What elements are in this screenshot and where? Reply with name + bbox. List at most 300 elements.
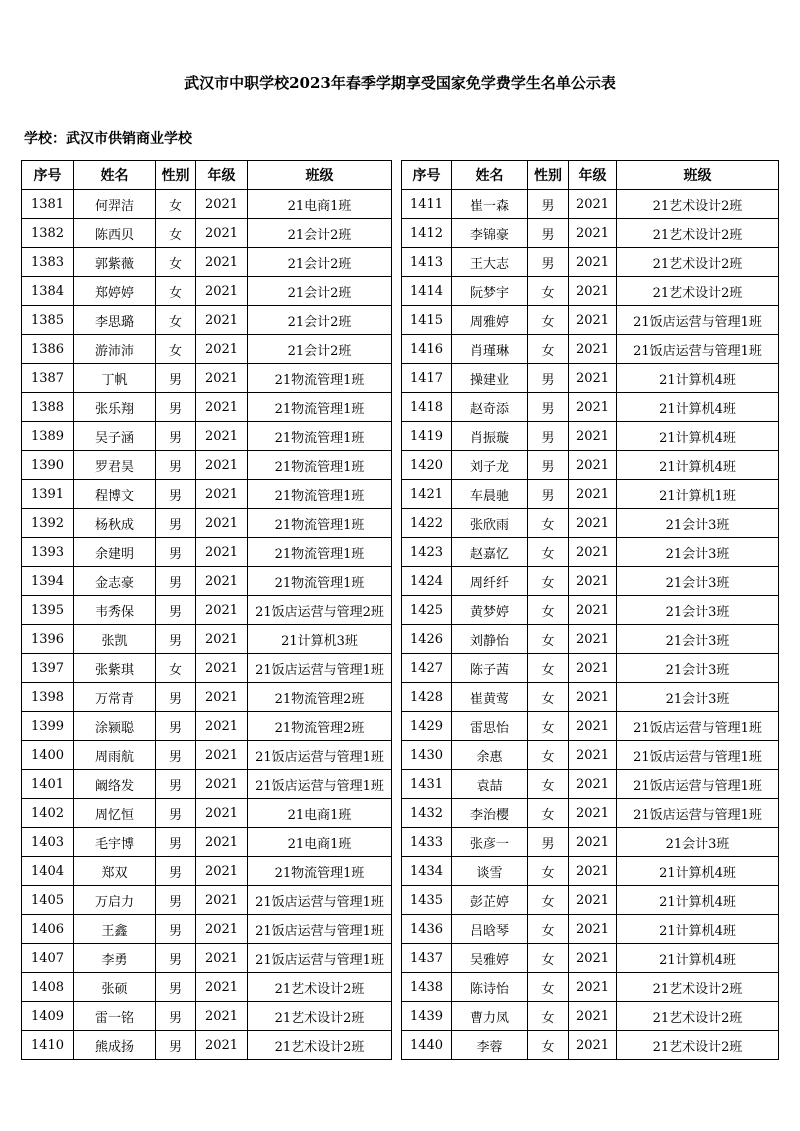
header-grade: 年级 bbox=[569, 161, 617, 190]
cell-grade: 2021 bbox=[569, 886, 617, 915]
cell-gender: 男 bbox=[156, 509, 196, 538]
cell-grade: 2021 bbox=[569, 538, 617, 567]
cell-name: 陈西贝 bbox=[74, 219, 156, 248]
cell-gender: 女 bbox=[156, 277, 196, 306]
cell-class: 21饭店运营与管理1班 bbox=[248, 770, 392, 799]
cell-class: 21计算机4班 bbox=[617, 451, 779, 480]
cell-class: 21物流管理1班 bbox=[248, 857, 392, 886]
cell-class: 21艺术设计2班 bbox=[248, 1002, 392, 1031]
cell-gender: 男 bbox=[156, 451, 196, 480]
cell-gender: 男 bbox=[156, 712, 196, 741]
cell-name: 雷一铭 bbox=[74, 1002, 156, 1031]
cell-grade: 2021 bbox=[196, 712, 248, 741]
cell-grade: 2021 bbox=[196, 335, 248, 364]
table-row bbox=[22, 451, 392, 480]
cell-number: 1383 bbox=[22, 248, 74, 277]
cell-gender: 女 bbox=[528, 596, 569, 625]
cell-grade: 2021 bbox=[569, 712, 617, 741]
cell-gender: 女 bbox=[528, 538, 569, 567]
cell-gender: 男 bbox=[156, 625, 196, 654]
cell-number: 1386 bbox=[22, 335, 74, 364]
cell-grade: 2021 bbox=[569, 1002, 617, 1031]
cell-number: 1426 bbox=[402, 625, 452, 654]
cell-number: 1410 bbox=[22, 1031, 74, 1060]
header-name: 姓名 bbox=[74, 161, 156, 190]
cell-grade: 2021 bbox=[569, 1031, 617, 1060]
table-row bbox=[22, 944, 392, 973]
cell-name: 王大志 bbox=[452, 248, 528, 277]
cell-name: 崔一森 bbox=[452, 190, 528, 219]
cell-name: 赵奇添 bbox=[452, 393, 528, 422]
cell-class: 21物流管理1班 bbox=[248, 538, 392, 567]
cell-name: 张紫琪 bbox=[74, 654, 156, 683]
cell-number: 1412 bbox=[402, 219, 452, 248]
cell-grade: 2021 bbox=[196, 944, 248, 973]
cell-grade: 2021 bbox=[196, 857, 248, 886]
cell-number: 1425 bbox=[402, 596, 452, 625]
cell-gender: 男 bbox=[156, 683, 196, 712]
cell-grade: 2021 bbox=[196, 248, 248, 277]
student-table-left bbox=[21, 160, 392, 1060]
cell-name: 王鑫 bbox=[74, 915, 156, 944]
cell-name: 张凯 bbox=[74, 625, 156, 654]
table-row bbox=[22, 277, 392, 306]
cell-number: 1393 bbox=[22, 538, 74, 567]
table-row bbox=[22, 915, 392, 944]
table-row bbox=[402, 857, 779, 886]
cell-gender: 男 bbox=[156, 886, 196, 915]
cell-grade: 2021 bbox=[569, 422, 617, 451]
header-grade: 年级 bbox=[196, 161, 248, 190]
table-row bbox=[402, 654, 779, 683]
cell-name: 操建业 bbox=[452, 364, 528, 393]
table-row bbox=[402, 1031, 779, 1060]
cell-number: 1414 bbox=[402, 277, 452, 306]
header-gender: 性别 bbox=[156, 161, 196, 190]
cell-gender: 男 bbox=[528, 219, 569, 248]
table-row bbox=[402, 567, 779, 596]
cell-number: 1432 bbox=[402, 799, 452, 828]
cell-grade: 2021 bbox=[196, 277, 248, 306]
cell-number: 1431 bbox=[402, 770, 452, 799]
cell-gender: 男 bbox=[156, 596, 196, 625]
cell-gender: 男 bbox=[528, 828, 569, 857]
cell-name: 郭紫薇 bbox=[74, 248, 156, 277]
cell-class: 21饭店运营与管理2班 bbox=[248, 596, 392, 625]
header-name: 姓名 bbox=[452, 161, 528, 190]
table-row bbox=[22, 509, 392, 538]
table-body-left bbox=[22, 190, 392, 1060]
cell-number: 1399 bbox=[22, 712, 74, 741]
cell-class: 21计算机4班 bbox=[617, 915, 779, 944]
cell-gender: 女 bbox=[528, 335, 569, 364]
cell-number: 1440 bbox=[402, 1031, 452, 1060]
cell-name: 谈雪 bbox=[452, 857, 528, 886]
cell-name: 周雅婷 bbox=[452, 306, 528, 335]
cell-name: 金志豪 bbox=[74, 567, 156, 596]
cell-grade: 2021 bbox=[569, 741, 617, 770]
table-row bbox=[22, 973, 392, 1002]
table-row bbox=[22, 306, 392, 335]
cell-class: 21饭店运营与管理1班 bbox=[248, 944, 392, 973]
cell-grade: 2021 bbox=[196, 915, 248, 944]
table-row bbox=[402, 683, 779, 712]
cell-number: 1406 bbox=[22, 915, 74, 944]
cell-grade: 2021 bbox=[196, 509, 248, 538]
cell-number: 1387 bbox=[22, 364, 74, 393]
table-row bbox=[22, 219, 392, 248]
cell-name: 毛宇博 bbox=[74, 828, 156, 857]
cell-grade: 2021 bbox=[196, 364, 248, 393]
table-row bbox=[22, 857, 392, 886]
cell-class: 21饭店运营与管理1班 bbox=[617, 799, 779, 828]
table-row bbox=[402, 451, 779, 480]
table-row bbox=[402, 741, 779, 770]
cell-class: 21饭店运营与管理1班 bbox=[617, 712, 779, 741]
table-row bbox=[22, 364, 392, 393]
cell-class: 21计算机1班 bbox=[617, 480, 779, 509]
cell-grade: 2021 bbox=[196, 973, 248, 1002]
table-row bbox=[22, 1002, 392, 1031]
cell-gender: 男 bbox=[156, 567, 196, 596]
cell-name: 赵嘉忆 bbox=[452, 538, 528, 567]
cell-name: 曹力凤 bbox=[452, 1002, 528, 1031]
cell-gender: 男 bbox=[156, 857, 196, 886]
cell-number: 1416 bbox=[402, 335, 452, 364]
header-number: 序号 bbox=[402, 161, 452, 190]
cell-class: 21物流管理1班 bbox=[248, 393, 392, 422]
cell-class: 21电商1班 bbox=[248, 799, 392, 828]
cell-name: 游沛沛 bbox=[74, 335, 156, 364]
cell-grade: 2021 bbox=[196, 480, 248, 509]
cell-class: 21电商1班 bbox=[248, 190, 392, 219]
cell-number: 1407 bbox=[22, 944, 74, 973]
cell-gender: 男 bbox=[528, 393, 569, 422]
table-row bbox=[402, 915, 779, 944]
cell-name: 李治樱 bbox=[452, 799, 528, 828]
cell-name: 阮梦宇 bbox=[452, 277, 528, 306]
table-row bbox=[402, 596, 779, 625]
cell-number: 1396 bbox=[22, 625, 74, 654]
table-row bbox=[22, 625, 392, 654]
cell-gender: 女 bbox=[528, 683, 569, 712]
table-header-row bbox=[22, 161, 392, 190]
cell-gender: 男 bbox=[156, 770, 196, 799]
table-row bbox=[22, 480, 392, 509]
table-row bbox=[402, 712, 779, 741]
cell-number: 1394 bbox=[22, 567, 74, 596]
cell-grade: 2021 bbox=[569, 915, 617, 944]
cell-number: 1415 bbox=[402, 306, 452, 335]
cell-class: 21会计2班 bbox=[248, 248, 392, 277]
cell-name: 张彦一 bbox=[452, 828, 528, 857]
cell-number: 1381 bbox=[22, 190, 74, 219]
cell-gender: 女 bbox=[156, 335, 196, 364]
header-gender: 性别 bbox=[528, 161, 569, 190]
cell-class: 21物流管理1班 bbox=[248, 567, 392, 596]
cell-grade: 2021 bbox=[196, 886, 248, 915]
table-row bbox=[402, 799, 779, 828]
table-row bbox=[22, 335, 392, 364]
table-row bbox=[22, 596, 392, 625]
cell-gender: 女 bbox=[528, 567, 569, 596]
cell-class: 21物流管理2班 bbox=[248, 712, 392, 741]
cell-gender: 女 bbox=[528, 973, 569, 1002]
cell-number: 1401 bbox=[22, 770, 74, 799]
cell-grade: 2021 bbox=[569, 480, 617, 509]
cell-grade: 2021 bbox=[569, 828, 617, 857]
cell-name: 杨秋成 bbox=[74, 509, 156, 538]
cell-grade: 2021 bbox=[196, 538, 248, 567]
cell-name: 丁帆 bbox=[74, 364, 156, 393]
cell-grade: 2021 bbox=[569, 277, 617, 306]
cell-grade: 2021 bbox=[569, 567, 617, 596]
cell-grade: 2021 bbox=[569, 770, 617, 799]
header-class: 班级 bbox=[617, 161, 779, 190]
cell-name: 郑双 bbox=[74, 857, 156, 886]
cell-name: 涂颍聪 bbox=[74, 712, 156, 741]
cell-gender: 男 bbox=[528, 480, 569, 509]
cell-name: 崔黄莺 bbox=[452, 683, 528, 712]
cell-grade: 2021 bbox=[196, 219, 248, 248]
table-row bbox=[402, 277, 779, 306]
cell-number: 1435 bbox=[402, 886, 452, 915]
cell-gender: 女 bbox=[528, 712, 569, 741]
cell-number: 1424 bbox=[402, 567, 452, 596]
cell-name: 陈子茜 bbox=[452, 654, 528, 683]
cell-gender: 男 bbox=[528, 451, 569, 480]
cell-class: 21会计2班 bbox=[248, 277, 392, 306]
table-row bbox=[22, 799, 392, 828]
cell-gender: 男 bbox=[156, 364, 196, 393]
cell-class: 21物流管理1班 bbox=[248, 422, 392, 451]
cell-name: 李勇 bbox=[74, 944, 156, 973]
cell-class: 21物流管理1班 bbox=[248, 509, 392, 538]
cell-class: 21会计2班 bbox=[248, 306, 392, 335]
cell-gender: 女 bbox=[156, 306, 196, 335]
cell-grade: 2021 bbox=[569, 596, 617, 625]
cell-name: 张欣雨 bbox=[452, 509, 528, 538]
cell-class: 21计算机4班 bbox=[617, 857, 779, 886]
cell-name: 周纤纤 bbox=[452, 567, 528, 596]
cell-number: 1409 bbox=[22, 1002, 74, 1031]
cell-grade: 2021 bbox=[196, 828, 248, 857]
cell-class: 21饭店运营与管理1班 bbox=[248, 741, 392, 770]
table-row bbox=[402, 625, 779, 654]
table-row bbox=[22, 538, 392, 567]
cell-name: 程博文 bbox=[74, 480, 156, 509]
cell-gender: 女 bbox=[528, 625, 569, 654]
cell-gender: 女 bbox=[156, 248, 196, 277]
cell-gender: 女 bbox=[528, 741, 569, 770]
cell-gender: 女 bbox=[156, 190, 196, 219]
cell-name: 周雨航 bbox=[74, 741, 156, 770]
cell-number: 1413 bbox=[402, 248, 452, 277]
cell-grade: 2021 bbox=[569, 451, 617, 480]
cell-number: 1419 bbox=[402, 422, 452, 451]
cell-class: 21会计3班 bbox=[617, 828, 779, 857]
table-row bbox=[402, 480, 779, 509]
cell-number: 1430 bbox=[402, 741, 452, 770]
cell-gender: 男 bbox=[156, 538, 196, 567]
cell-grade: 2021 bbox=[569, 973, 617, 1002]
cell-name: 余惠 bbox=[452, 741, 528, 770]
cell-class: 21会计3班 bbox=[617, 538, 779, 567]
cell-gender: 女 bbox=[528, 857, 569, 886]
table-row bbox=[22, 567, 392, 596]
cell-class: 21电商1班 bbox=[248, 828, 392, 857]
cell-gender: 女 bbox=[156, 219, 196, 248]
cell-gender: 男 bbox=[156, 741, 196, 770]
cell-name: 刘子龙 bbox=[452, 451, 528, 480]
table-row bbox=[402, 973, 779, 1002]
cell-grade: 2021 bbox=[196, 625, 248, 654]
table-row bbox=[402, 538, 779, 567]
cell-class: 21饭店运营与管理1班 bbox=[248, 915, 392, 944]
cell-class: 21物流管理1班 bbox=[248, 451, 392, 480]
cell-name: 彭芷婷 bbox=[452, 886, 528, 915]
cell-grade: 2021 bbox=[569, 625, 617, 654]
cell-gender: 女 bbox=[528, 1031, 569, 1060]
cell-gender: 男 bbox=[156, 1002, 196, 1031]
cell-class: 21计算机3班 bbox=[248, 625, 392, 654]
cell-class: 21会计3班 bbox=[617, 654, 779, 683]
cell-name: 肖瑾琳 bbox=[452, 335, 528, 364]
cell-class: 21计算机4班 bbox=[617, 886, 779, 915]
cell-grade: 2021 bbox=[569, 654, 617, 683]
cell-number: 1395 bbox=[22, 596, 74, 625]
cell-number: 1436 bbox=[402, 915, 452, 944]
cell-class: 21会计3班 bbox=[617, 596, 779, 625]
cell-gender: 男 bbox=[156, 944, 196, 973]
cell-class: 21艺术设计2班 bbox=[248, 973, 392, 1002]
table-header-row bbox=[402, 161, 779, 190]
cell-number: 1390 bbox=[22, 451, 74, 480]
cell-grade: 2021 bbox=[569, 335, 617, 364]
cell-class: 21会计3班 bbox=[617, 683, 779, 712]
cell-name: 何羿洁 bbox=[74, 190, 156, 219]
table-row bbox=[22, 741, 392, 770]
cell-grade: 2021 bbox=[196, 393, 248, 422]
cell-class: 21会计2班 bbox=[248, 335, 392, 364]
cell-number: 1438 bbox=[402, 973, 452, 1002]
cell-gender: 女 bbox=[528, 944, 569, 973]
cell-name: 雷思怡 bbox=[452, 712, 528, 741]
cell-gender: 男 bbox=[156, 393, 196, 422]
cell-name: 余建明 bbox=[74, 538, 156, 567]
cell-grade: 2021 bbox=[196, 567, 248, 596]
cell-gender: 女 bbox=[528, 277, 569, 306]
cell-gender: 男 bbox=[528, 248, 569, 277]
cell-class: 21艺术设计2班 bbox=[248, 1031, 392, 1060]
cell-gender: 女 bbox=[528, 770, 569, 799]
cell-name: 万启力 bbox=[74, 886, 156, 915]
table-body-right bbox=[402, 190, 779, 1060]
cell-name: 张硕 bbox=[74, 973, 156, 1002]
table-row bbox=[402, 306, 779, 335]
cell-class: 21物流管理1班 bbox=[248, 480, 392, 509]
cell-gender: 女 bbox=[528, 915, 569, 944]
cell-grade: 2021 bbox=[196, 306, 248, 335]
cell-name: 吕晗琴 bbox=[452, 915, 528, 944]
cell-number: 1418 bbox=[402, 393, 452, 422]
cell-class: 21计算机4班 bbox=[617, 393, 779, 422]
cell-gender: 女 bbox=[528, 509, 569, 538]
cell-class: 21物流管理1班 bbox=[248, 364, 392, 393]
cell-grade: 2021 bbox=[569, 393, 617, 422]
table-row bbox=[22, 422, 392, 451]
cell-grade: 2021 bbox=[569, 857, 617, 886]
table-row bbox=[22, 683, 392, 712]
cell-name: 李蓉 bbox=[452, 1031, 528, 1060]
cell-number: 1402 bbox=[22, 799, 74, 828]
cell-number: 1408 bbox=[22, 973, 74, 1002]
cell-class: 21饭店运营与管理1班 bbox=[617, 770, 779, 799]
cell-number: 1397 bbox=[22, 654, 74, 683]
cell-name: 刘静怡 bbox=[452, 625, 528, 654]
table-row bbox=[402, 422, 779, 451]
school-label: 学校：武汉市供销商业学校 bbox=[24, 131, 192, 147]
cell-class: 21计算机4班 bbox=[617, 422, 779, 451]
cell-grade: 2021 bbox=[569, 799, 617, 828]
cell-gender: 女 bbox=[528, 654, 569, 683]
header-class: 班级 bbox=[248, 161, 392, 190]
cell-grade: 2021 bbox=[196, 799, 248, 828]
cell-gender: 女 bbox=[528, 1002, 569, 1031]
cell-class: 21物流管理2班 bbox=[248, 683, 392, 712]
cell-number: 1437 bbox=[402, 944, 452, 973]
cell-number: 1404 bbox=[22, 857, 74, 886]
cell-number: 1398 bbox=[22, 683, 74, 712]
cell-number: 1427 bbox=[402, 654, 452, 683]
cell-class: 21饭店运营与管理1班 bbox=[617, 306, 779, 335]
cell-gender: 男 bbox=[156, 480, 196, 509]
cell-gender: 男 bbox=[156, 799, 196, 828]
cell-number: 1391 bbox=[22, 480, 74, 509]
cell-class: 21艺术设计2班 bbox=[617, 973, 779, 1002]
cell-grade: 2021 bbox=[196, 451, 248, 480]
cell-name: 阚络发 bbox=[74, 770, 156, 799]
cell-number: 1382 bbox=[22, 219, 74, 248]
cell-class: 21会计3班 bbox=[617, 567, 779, 596]
table-row bbox=[22, 248, 392, 277]
cell-number: 1429 bbox=[402, 712, 452, 741]
cell-class: 21艺术设计2班 bbox=[617, 1002, 779, 1031]
table-row bbox=[22, 712, 392, 741]
table-row bbox=[402, 219, 779, 248]
cell-grade: 2021 bbox=[569, 364, 617, 393]
cell-name: 李锦豪 bbox=[452, 219, 528, 248]
cell-grade: 2021 bbox=[569, 944, 617, 973]
table-row bbox=[22, 654, 392, 683]
cell-gender: 男 bbox=[528, 422, 569, 451]
cell-gender: 男 bbox=[156, 973, 196, 1002]
cell-grade: 2021 bbox=[569, 306, 617, 335]
cell-gender: 女 bbox=[156, 654, 196, 683]
cell-number: 1400 bbox=[22, 741, 74, 770]
cell-class: 21会计3班 bbox=[617, 509, 779, 538]
cell-number: 1420 bbox=[402, 451, 452, 480]
cell-number: 1433 bbox=[402, 828, 452, 857]
cell-name: 黄梦婷 bbox=[452, 596, 528, 625]
table-row bbox=[22, 886, 392, 915]
cell-number: 1392 bbox=[22, 509, 74, 538]
cell-class: 21艺术设计2班 bbox=[617, 248, 779, 277]
cell-gender: 男 bbox=[156, 1031, 196, 1060]
cell-grade: 2021 bbox=[569, 683, 617, 712]
cell-number: 1422 bbox=[402, 509, 452, 538]
cell-number: 1411 bbox=[402, 190, 452, 219]
